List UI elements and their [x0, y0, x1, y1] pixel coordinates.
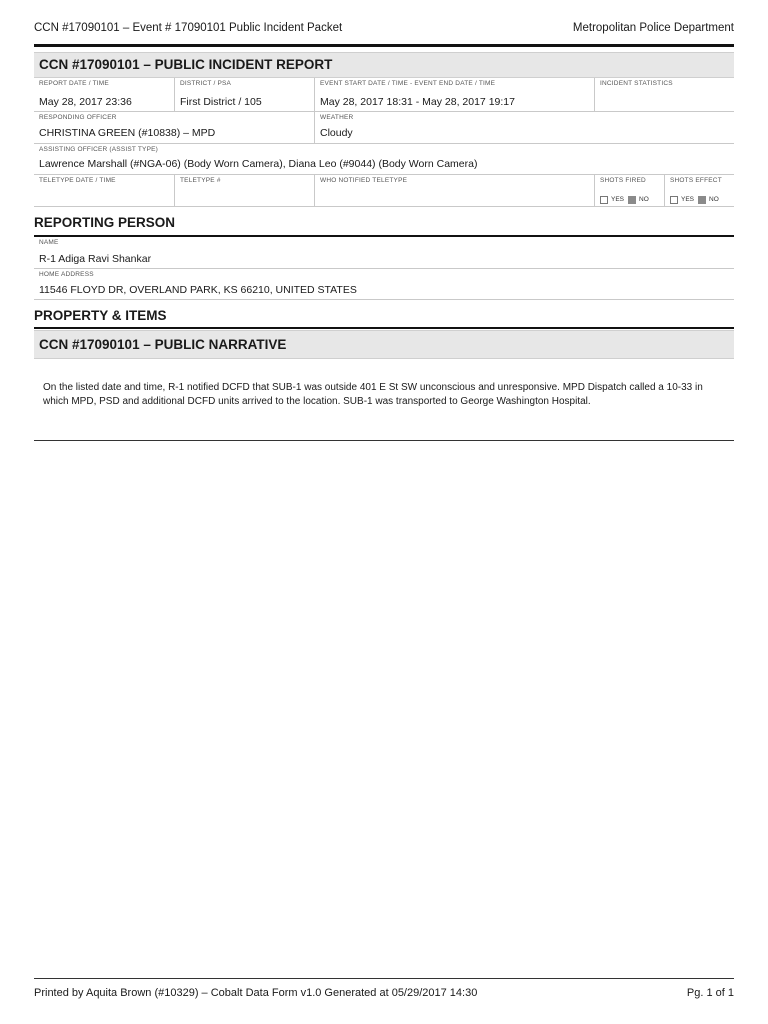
assist-value: Lawrence Marshall (#NGA-06) (Body Worn Camera), Diana Leo (#9044) (Body Worn Camera): [39, 158, 478, 170]
report-title: CCN #17090101 – PUBLIC INCIDENT REPORT: [39, 57, 333, 72]
footer-print-info: Printed by Aquita Brown (#10329) – Cobalt Data Form v1.0 Generated at 05/29/2017 14:30: [34, 987, 478, 999]
shots-fired-cell: [594, 175, 664, 206]
report-title-bar: [34, 52, 734, 78]
report-date-value: May 28, 2017 23:36: [39, 96, 132, 108]
notified-cell: [314, 175, 594, 206]
weather-label: WEATHER: [320, 114, 354, 121]
shots-effect-options: [670, 191, 723, 209]
shots-fired-yes-checkbox[interactable]: [600, 196, 608, 204]
teletype-num-cell: [174, 175, 314, 206]
district-value: First District / 105: [180, 96, 262, 108]
district-label: DISTRICT / PSA: [180, 80, 232, 87]
narrative-title-bar: [34, 330, 734, 359]
reporting-address-row: [34, 269, 734, 300]
shots-effect-no-label: NO: [709, 196, 719, 204]
header-packet-title: CCN #17090101 – Event # 17090101 Public Incident Packet: [34, 22, 343, 34]
reporting-name-label: NAME: [39, 239, 59, 246]
weather-cell: [314, 112, 594, 143]
shots-fired-no-checkbox[interactable]: [628, 196, 636, 204]
shots-effect-no-checkbox[interactable]: [698, 196, 706, 204]
event-label: EVENT START DATE / TIME - EVENT END DATE / TIME: [320, 80, 496, 87]
shots-fired-no-label: NO: [639, 196, 649, 204]
event-value: May 28, 2017 18:31 - May 28, 2017 19:17: [320, 96, 515, 108]
narrative-rule: [34, 440, 734, 441]
shots-effect-label: SHOTS EFFECT: [670, 177, 722, 184]
shots-fired-options: [600, 191, 653, 209]
narrative-line-1: On the listed date and time, R-1 notified DCFD that SUB-1 was outside 401 E St SW unconscious and unresponsive. MPD Dispatch called a 10-33 in: [43, 382, 703, 393]
report-row-1: [34, 78, 734, 112]
assist-label: ASSISTING OFFICER (ASSIST TYPE): [39, 146, 159, 153]
teletype-date-cell: [34, 175, 174, 206]
property-rule: [34, 327, 734, 329]
shots-effect-cell: [664, 175, 734, 206]
reporting-address-label: HOME ADDRESS: [39, 271, 94, 278]
reporting-name-row: [34, 237, 734, 269]
reporting-address-value: 11546 FLOYD DR, OVERLAND PARK, KS 66210, UNITED STATES: [39, 284, 357, 296]
report-row-4: [34, 175, 734, 207]
header-department: Metropolitan Police Department: [572, 22, 734, 34]
shots-fired-label: SHOTS FIRED: [600, 177, 646, 184]
page-header: [34, 22, 734, 40]
notified-label: WHO NOTIFIED TELETYPE: [320, 177, 408, 184]
report-row-2: [34, 112, 734, 144]
shots-fired-yes-label: YES: [611, 196, 625, 204]
shots-effect-yes-label: YES: [681, 196, 695, 204]
officer-label: RESPONDING OFFICER: [39, 114, 117, 121]
officer-value: CHRISTINA GREEN (#10838) – MPD: [39, 127, 216, 139]
footer-rule: [34, 978, 734, 979]
stats-label: INCIDENT STATISTICS: [600, 80, 673, 87]
narrative-text: [43, 381, 723, 409]
reporting-person-title: REPORTING PERSON: [34, 215, 176, 230]
header-rule: [34, 44, 734, 47]
property-title: PROPERTY & ITEMS: [34, 308, 167, 323]
teletype-num-label: TELETYPE #: [180, 177, 221, 184]
district-cell: [174, 78, 314, 111]
teletype-date-label: TELETYPE DATE / TIME: [39, 177, 116, 184]
report-date-cell: [34, 78, 174, 111]
footer-page-number: Pg. 1 of 1: [686, 987, 734, 999]
event-cell: [314, 78, 594, 111]
narrative-title: CCN #17090101 – PUBLIC NARRATIVE: [39, 337, 287, 352]
report-date-label: REPORT DATE / TIME: [39, 80, 109, 87]
officer-cell: [34, 112, 314, 143]
weather-value: Cloudy: [320, 127, 353, 139]
narrative-line-2: which MPD, PSD and additional DCFD units arrived to the location. SUB-1 was transported to George Washington Hospital.: [43, 396, 591, 407]
stats-cell: [594, 78, 734, 111]
assist-cell: [34, 144, 734, 174]
reporting-name-value: R-1 Adiga Ravi Shankar: [39, 253, 152, 265]
shots-effect-yes-checkbox[interactable]: [670, 196, 678, 204]
report-row-3: [34, 144, 734, 175]
